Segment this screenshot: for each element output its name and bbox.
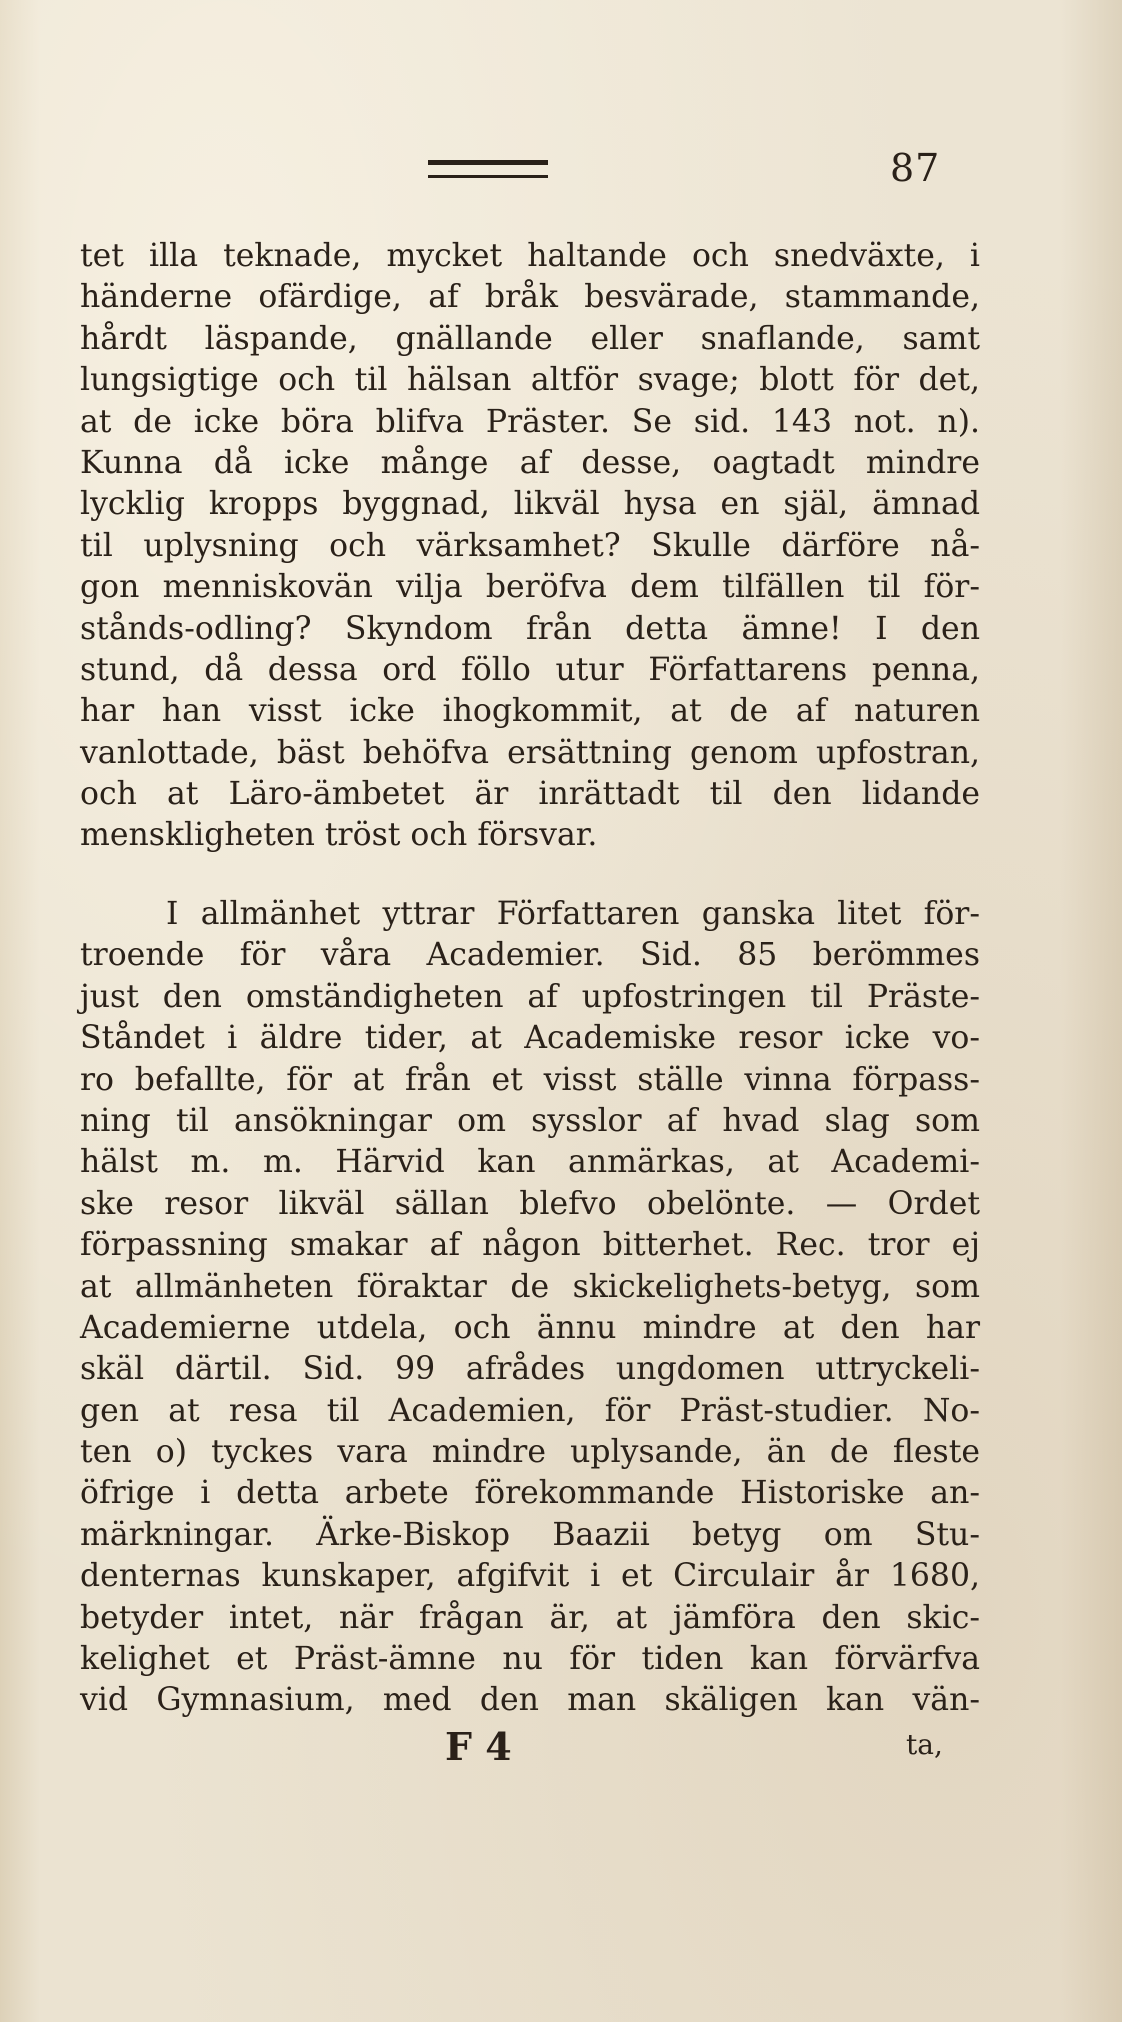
text-line: vanlottade, bäst behöfva ersättning genom upfostran, (80, 734, 980, 771)
text-line: menskligheten tröst och försvar. (80, 817, 598, 854)
text-line: hårdt läspande, gnällande eller snaflande, samt (80, 320, 980, 357)
text-line: skäl därtil. Sid. 99 afrådes ungdomen uttryckeli- (80, 1351, 980, 1388)
text-line: kelighet et Präst-ämne nu för tiden kan förvärfva (80, 1641, 980, 1678)
paragraph-1 (80, 236, 980, 857)
header-rule (428, 160, 548, 178)
text-line: vid Gymnasium, med den man skäligen kan vän- (80, 1682, 980, 1719)
text-line: ten o) tyckes vara mindre uplysande, än de fleste (80, 1434, 980, 1471)
text-line: stund, då dessa ord föllo utur Författarens penna, (80, 651, 980, 688)
text-line: denternas kunskaper, afgifvit i et Circulair år 1680, (80, 1558, 980, 1595)
text-line: märkningar. Ärke-Biskop Baazii betyg om Stu- (80, 1516, 980, 1553)
text-line: händerne ofärdige, af bråk besvärade, stammande, (80, 279, 980, 316)
text-line: öfrige i detta arbete förekommande Historiske an- (80, 1475, 980, 1512)
text-line: Academierne utdela, och ännu mindre at den har (80, 1309, 980, 1346)
page-number: 87 (890, 146, 941, 190)
text-line: at de icke böra blifva Präster. Se sid. 143 not. n). (80, 403, 980, 440)
text-line: ning til ansökningar om sysslor af hvad slag som (80, 1102, 980, 1139)
signature-mark: F 4 (445, 1724, 512, 1769)
text-line: gen at resa til Academien, för Präst-studier. No- (80, 1392, 980, 1429)
catchword: ta, (906, 1728, 943, 1761)
text-line: at allmänheten föraktar de skickelighets-betyg, som (80, 1268, 980, 1305)
text-line: hälst m. m. Härvid kan anmärkas, at Academi- (80, 1144, 980, 1181)
text-line: och at Läro-ämbetet är inrättadt til den lidande (80, 776, 980, 813)
text-line: Kunna då icke månge af desse, oagtadt mindre (80, 444, 980, 481)
text-line: just den omständigheten af upfostringen til Präste- (80, 978, 980, 1015)
text-line: lungsigtige och til hälsan altför svage; blott för det, (80, 362, 980, 399)
text-line: stånds-odling? Skyndom från detta ämne! I den (80, 610, 980, 647)
text-line: ske resor likväl sällan blefvo obelönte. — Ordet (80, 1185, 980, 1222)
text-line: ro befallte, för at från et visst ställe vinna förpass- (80, 1061, 980, 1098)
text-line: har han visst icke ihogkommit, at de af naturen (80, 693, 980, 730)
text-line: tet illa teknade, mycket haltande och snedväxte, i (80, 238, 980, 274)
text-line: I allmänhet yttrar Författaren ganska litet för- (166, 896, 980, 932)
text-line: troende för våra Academier. Sid. 85 berömmes (80, 937, 980, 974)
text-line: betyder intet, när frågan är, at jämföra den skic- (80, 1599, 980, 1636)
paragraph-2 (80, 894, 980, 1722)
text-line: gon menniskovän vilja beröfva dem tilfällen til för- (80, 569, 980, 606)
text-line: Ståndet i äldre tider, at Academiske resor icke vo- (80, 1020, 980, 1057)
text-line: lycklig kropps byggnad, likväl hysa en själ, ämnad (80, 486, 980, 523)
text-line: til uplysning och värksamhet? Skulle därföre nå- (80, 527, 980, 564)
text-line: förpassning smakar af någon bitterhet. Rec. tror ej (80, 1227, 980, 1264)
